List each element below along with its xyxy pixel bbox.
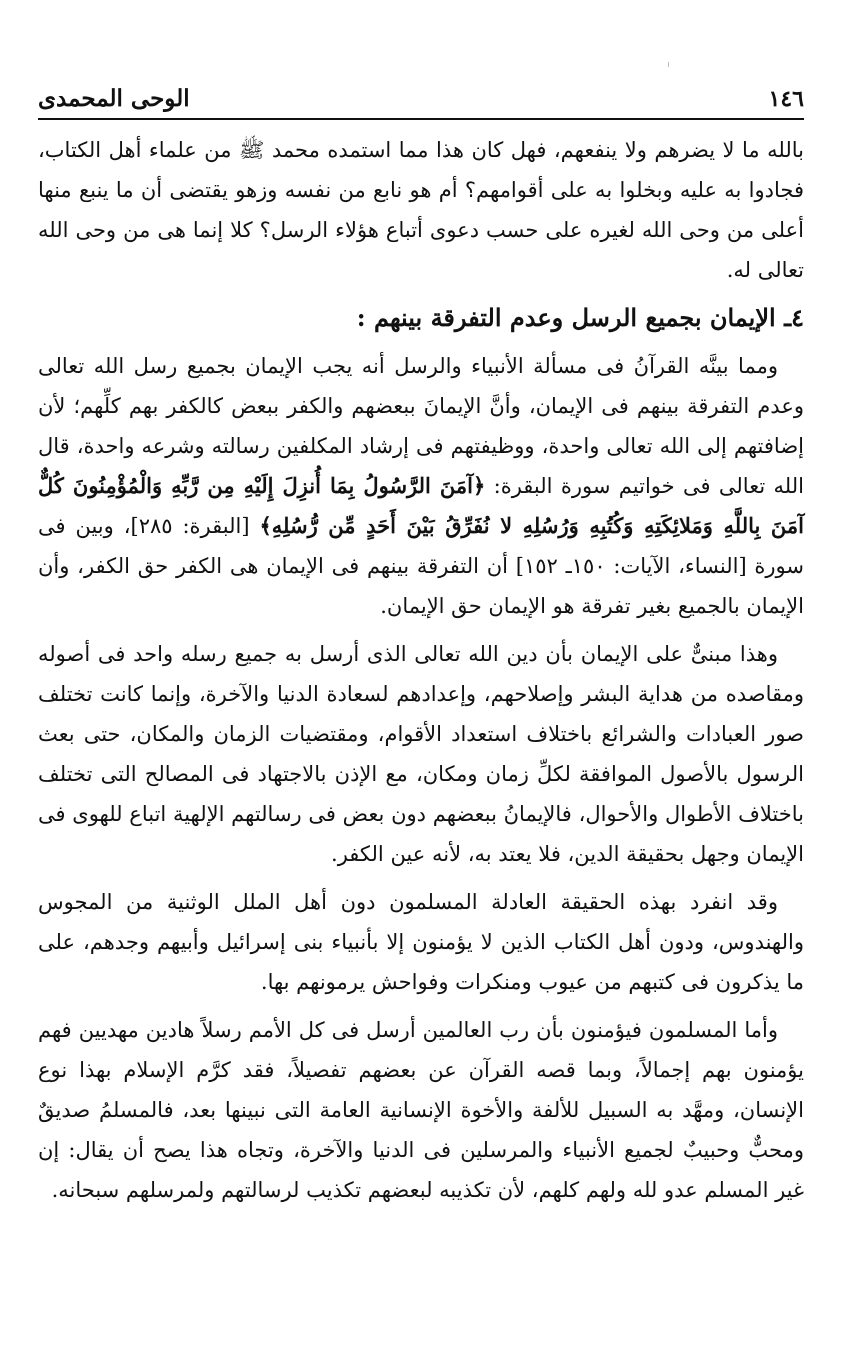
running-title: الوحى المحمدى (38, 85, 190, 112)
quran-verse: ﴿آمَنَ الرَّسُولُ بِمَا أُنزِلَ إِلَيْهِ مِن رَّبِّهِ وَالْمُؤْمِنُونَ كُلٌّ آمَنَ بِاللَّهِ وَمَلائِكَتِهِ وَكُتُبِهِ وَرُسُلِهِ لا نُفَرِّقُ بَيْنَ أَحَدٍ مِّن رُّسُلِهِ﴾ (38, 473, 804, 538)
paragraph-1: بالله ما لا يضرهم ولا ينفعهم، فهل كان هذا مما استمده محمد ﷺ من علماء أهل الكتاب، فجادوا به عليه وبخلوا به على أقوامهم؟ أم هو نابع من نفسه وزهو يقتضى أن ما ينبع منها أعلى من وحى الله لغيره على حسب دعوى أتباع هؤلاء الرسل؟ كلا إنما هى من وحى الله تعالى له. (38, 138, 804, 282)
paragraph-2-intro: ومما بينَّه القرآنُ فى مسألة الأنبياء والرسل أنه يجب الإيمان بجميع رسل الله تعالى وعدم التفرقة بينهم فى الإيمان، وأنَّ الإيمانَ ببعضهم والكفر ببعض كالكفر بهم كلِّهم؛ لأن إضافتهم إلى الله تعالى واحدة، ووظيفتهم فى إرشاد المكلفين رسالته وشرعه واحدة، قال الله تعالى فى خواتيم سورة البقرة: (38, 354, 804, 498)
paragraph-4: وقد انفرد بهذه الحقيقة العادلة المسلمون دون أهل الملل الوثنية من المجوس والهندوس، ودون أهل الكتاب الذين لا يؤمنون إلا بأنبياء بنى إسرائيل وأبيهم وجدهم، على ما يذكرون فى كتبهم من عيوب ومنكرات وفواحش يرمونهم بها. (38, 890, 804, 994)
page-number: ١٤٦ (768, 86, 804, 112)
page-body (38, 130, 804, 1218)
paragraph-2 (38, 346, 804, 626)
page-header (38, 82, 804, 112)
scan-mark (668, 62, 669, 67)
section-heading: ٤ـ الإيمان بجميع الرسل وعدم التفرقة بينهم : (356, 303, 804, 332)
paragraph-5: وأما المسلمون فيؤمنون بأن رب العالمين أرسل فى كل الأمم رسلاً هادين مهديين فهم يؤمنون بهم إجمالاً، وبما قصه القرآن عن بعضهم تفصيلاً، فقد كرَّم الإسلام بهذا نوع الإنسان، ومهَّد به السبيل للألفة والأخوة الإنسانية العامة التى نبينها بعد، فالمسلمُ صديقٌ ومحبٌّ وحبيبٌ لجميع الأنبياء والمرسلين فى الدنيا والآخرة، وتجاه هذا يصح أن يقال: إن غير المسلم عدو لله ولهم كلهم، لأن تكذيبه لبعضهم تكذيب لرسالتهم ولمرسلهم سبحانه. (38, 1018, 804, 1202)
header-rule (38, 118, 804, 120)
paragraph-2-rest: [البقرة: ٢٨٥]، وبين فى سورة [النساء، الآيات: ١٥٠ـ ١٥٢] أن التفرقة بينهم فى الإيمان هى الكفر حق الكفر، وأن الإيمان بالجميع بغير تفرقة هو الإيمان حق الإيمان. (38, 514, 804, 618)
paragraph-3: وهذا مبنىٌّ على الإيمان بأن دين الله تعالى الذى أرسل به جميع رسله واحد فى أصوله ومقاصده من هداية البشر وإصلاحهم، وإعدادهم لسعادة الدنيا والآخرة، وإنما كانت تختلف صور العبادات والشرائع باختلاف استعداد الأقوام، ومقتضيات الزمان والمكان، حتى بعث الرسول بالأصول الموافقة لكلِّ زمان ومكان، مع الإذن بالاجتهاد فى المصالح التى تختلف باختلاف الأطوال والأحوال، فالإيمانُ ببعضهم دون بعض فى رسالتهم الإلهية اتباع للهوى فى الإيمان وجهل بحقيقة الدين، فلا يعتد به، لأنه عين الكفر. (38, 642, 804, 866)
